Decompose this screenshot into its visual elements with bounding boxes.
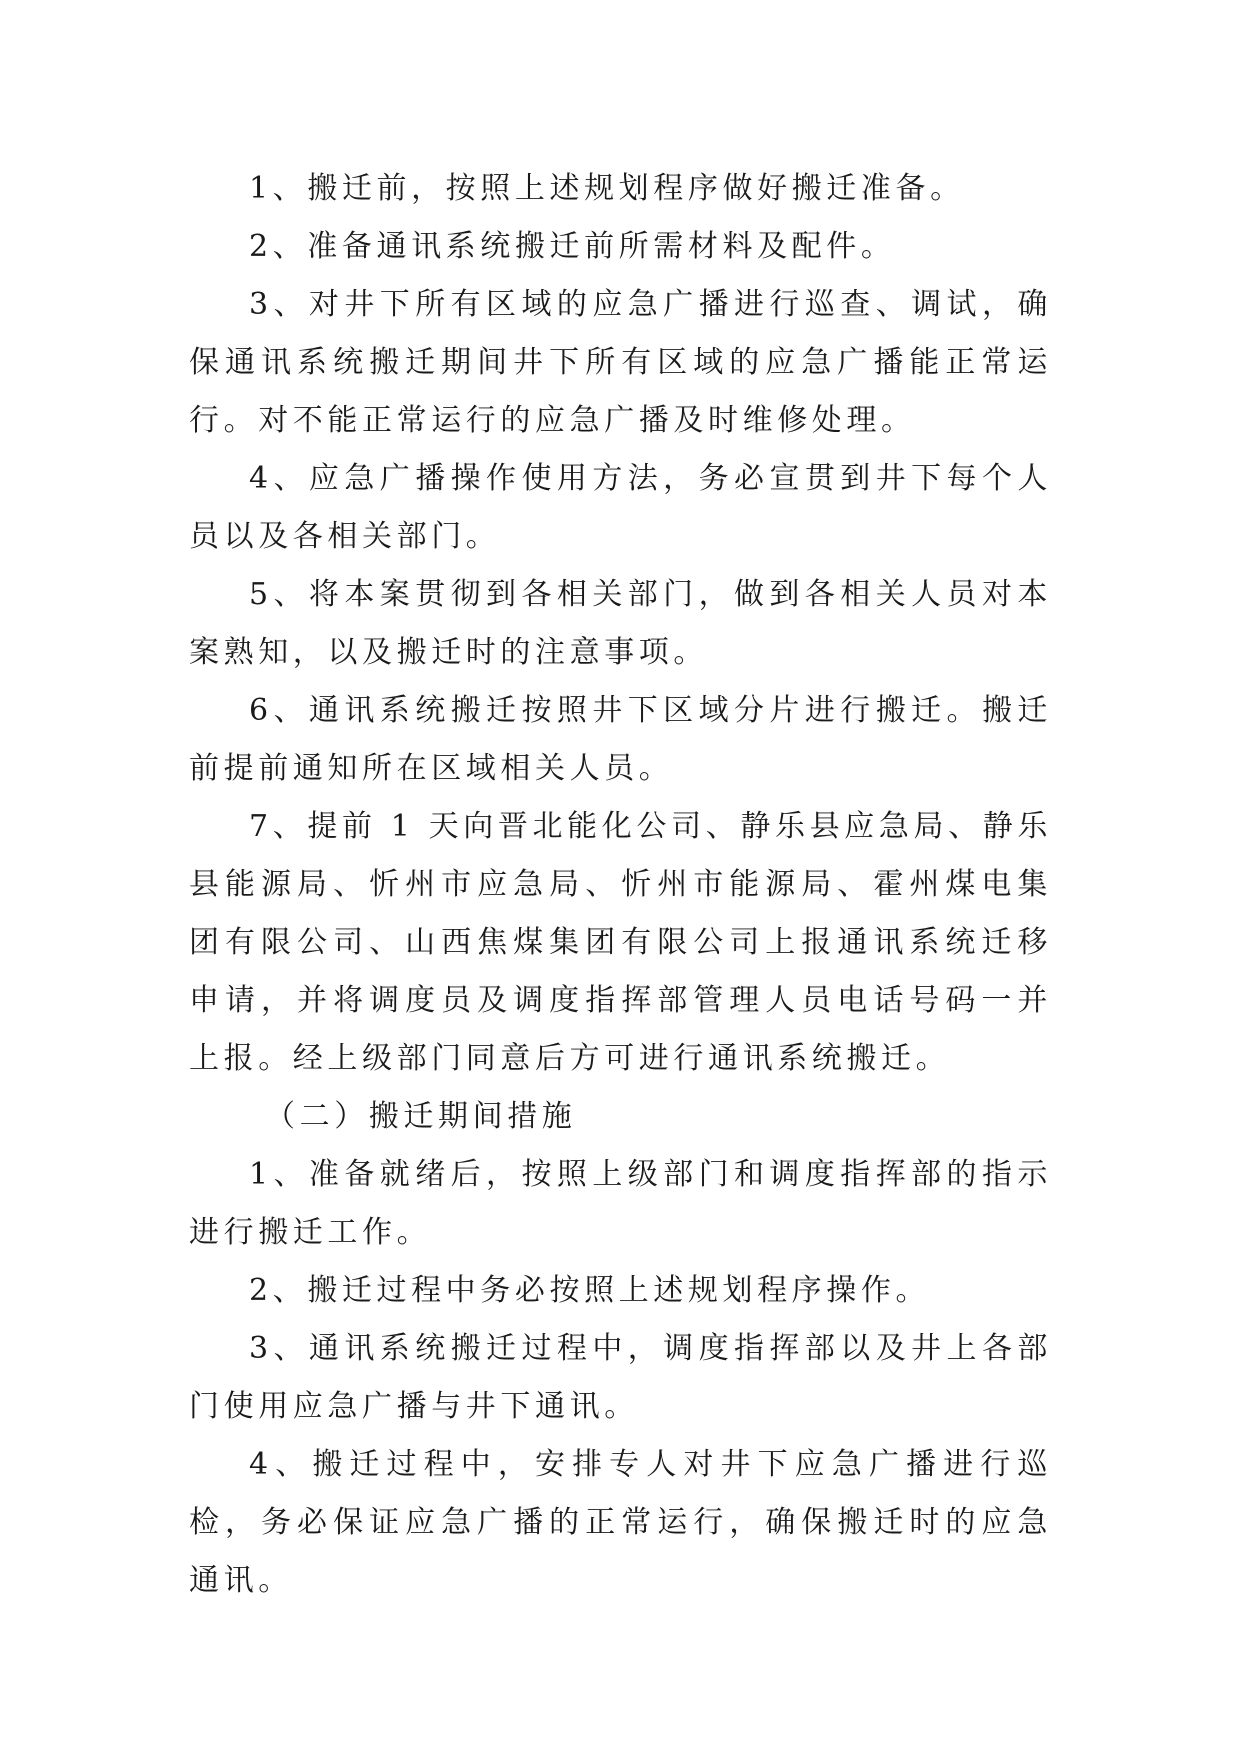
- pre-move-item-6: 6、通讯系统搬迁按照井下区域分片进行搬迁。搬迁前提前通知所在区域相关人员。: [189, 693, 1052, 786]
- during-move-item-2: 2、搬迁过程中务必按照上述规划程序操作。: [249, 1273, 931, 1308]
- pre-move-item-7: 7、提前 1 天向晋北能化公司、静乐县应急局、静乐县能源局、忻州市应急局、忻州市能源局、霍州煤电集团有限公司、山西焦煤集团有限公司上报通讯系统迁移申请，并将调度员及调度指挥部管理人员电话号码一并上报。经上级部门同意后方可进行通讯系统搬迁。: [189, 809, 1052, 1076]
- during-move-item-1: 1、准备就绪后，按照上级部门和调度指挥部的指示进行搬迁工作。: [189, 1157, 1052, 1250]
- document-body: [189, 160, 1052, 1610]
- pre-move-item-3: 3、对井下所有区域的应急广播进行巡查、调试，确保通讯系统搬迁期间井下所有区域的应急广播能正常运行。对不能正常运行的应急广播及时维修处理。: [189, 287, 1052, 438]
- during-move-item-4: 4、搬迁过程中，安排专人对井下应急广播进行巡检，务必保证应急广播的正常运行，确保搬迁时的应急通讯。: [189, 1447, 1052, 1598]
- pre-move-item-1: 1、搬迁前，按照上述规划程序做好搬迁准备。: [249, 171, 965, 206]
- section-heading: （二）搬迁期间措施: [265, 1099, 577, 1134]
- during-move-item-3: 3、通讯系统搬迁过程中，调度指挥部以及井上各部门使用应急广播与井下通讯。: [189, 1331, 1052, 1424]
- pre-move-item-2: 2、准备通讯系统搬迁前所需材料及配件。: [249, 229, 896, 264]
- pre-move-item-5: 5、将本案贯彻到各相关部门，做到各相关人员对本案熟知，以及搬迁时的注意事项。: [189, 577, 1052, 670]
- pre-move-item-4: 4、应急广播操作使用方法，务必宣贯到井下每个人员以及各相关部门。: [189, 461, 1052, 554]
